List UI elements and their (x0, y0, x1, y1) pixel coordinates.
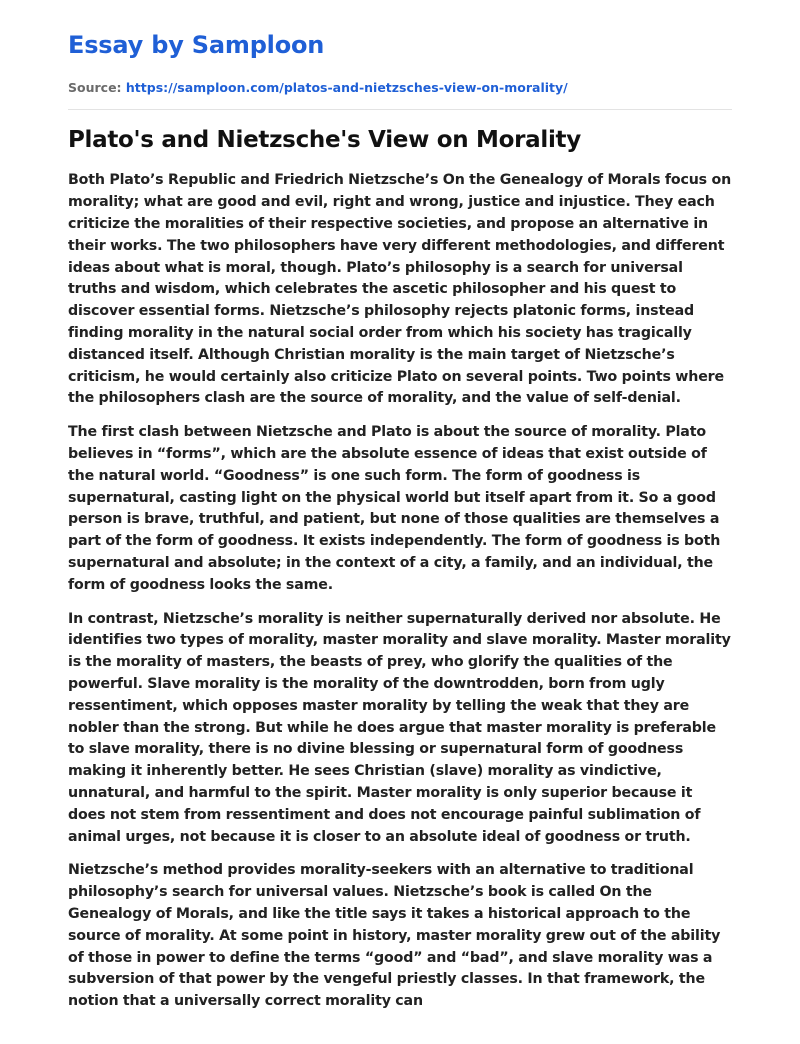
essay-page (68, 0, 732, 1025)
source-label: Source: (68, 80, 126, 95)
source-line (68, 80, 732, 96)
site-brand: Essay by Samploon (68, 31, 325, 59)
page-title: Plato's and Nietzsche's View on Morality (68, 127, 581, 153)
header-divider (68, 109, 732, 110)
paragraph-4: Nietzsche’s method provides morality-seekers with an alternative to traditional philosophy’s search for universal values. Nietzsche’s book is called On the Genealogy of Morals, and like the title says it takes a historical approach to the source of morality. At some point in history, master morality grew out of the ability of those in power to define the terms “good” and “bad”, and slave morality was a subversion of that power by the vengeful priestly classes. In that framework, the notion that a universally correct morality can (68, 862, 721, 1010)
paragraph-1: Both Plato’s Republic and Friedrich Nietzsche’s On the Genealogy of Morals focus on morality; what are good and evil, right and wrong, justice and injustice. They each criticize the moralities of their respective societies, and propose an alternative in their works. The two philosophers have very different methodologies, and different ideas about what is moral, though. Plato’s philosophy is a search for universal truths and wisdom, which celebrates the ascetic philosopher and his quest to discover essential forms. Nietzsche’s philosophy rejects platonic forms, instead finding morality in the natural social order from which his society has tragically distanced itself. Although Christian morality is the main target of Nietzsche’s criticism, he would certainly also criticize Plato on several points. Two points where the philosophers clash are the source of morality, and the value of self-denial. (68, 172, 732, 407)
paragraph-2: The first clash between Nietzsche and Plato is about the source of morality. Plato believes in “forms”, which are the absolute essence of ideas that exist outside of the natural world. “Goodness” is one such form. The form of goodness is supernatural, casting light on the physical world but itself apart from it. So a good person is brave, truthful, and patient, but none of those qualities are themselves a part of the form of goodness. It exists independently. The form of goodness is both supernatural and absolute; in the context of a city, a family, and an individual, the form of goodness looks the same. (68, 424, 721, 593)
paragraph-3: In contrast, Nietzsche’s morality is neither supernaturally derived nor absolute. He identifies two types of morality, master morality and slave morality. Master morality is the morality of masters, the beasts of prey, who glorify the qualities of the powerful. Slave morality is the morality of the downtrodden, born from ugly ressentiment, which opposes master morality by telling the weak that they are nobler than the strong. But while he does argue that master morality is preferable to slave morality, there is no divine blessing or supernatural form of goodness making it inherently better. He sees Christian (slave) morality as vindictive, unnatural, and harmful to the spirit. Master morality is only superior because it does not stem from ressentiment and does not encourage painful sublimation of animal urges, not because it is closer to an absolute ideal of goodness or truth. (68, 610, 731, 845)
source-link[interactable]: https://samploon.com/platos-and-nietzsches-view-on-morality/ (125, 80, 568, 95)
article-body (68, 170, 732, 1012)
